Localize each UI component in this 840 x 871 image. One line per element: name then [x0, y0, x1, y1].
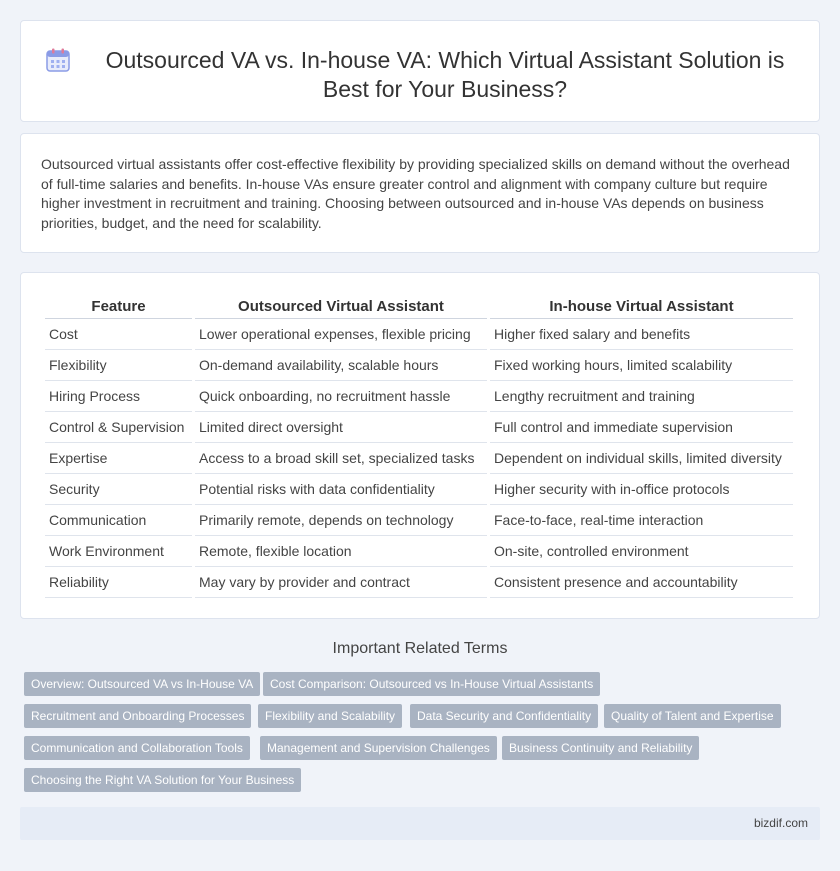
- page-title: Outsourced VA vs. In-house VA: Which Virtual Assistant Solution is Best for Your Business?: [105, 47, 785, 102]
- table-row: [45, 319, 793, 350]
- related-terms-heading: Important Related Terms: [332, 640, 508, 657]
- comparison-table: [42, 295, 796, 598]
- inhouse-cell: On-site, controlled environment: [490, 536, 793, 567]
- table-row: [45, 443, 793, 474]
- tag-recruitment[interactable]: Recruitment and Onboarding Processes: [24, 704, 251, 728]
- inhouse-cell: Dependent on individual skills, limited diversity: [490, 443, 793, 474]
- outsourced-cell: On-demand availability, scalable hours: [195, 350, 487, 381]
- header-outsourced: Outsourced Virtual Assistant: [195, 295, 487, 319]
- tag-management[interactable]: Management and Supervision Challenges: [260, 736, 497, 760]
- feature-cell: Reliability: [45, 567, 192, 598]
- title-card: [20, 20, 820, 122]
- tag-flexibility[interactable]: Flexibility and Scalability: [258, 704, 402, 728]
- outsourced-cell: Access to a broad skill set, specialized tasks: [195, 443, 487, 474]
- tag-data-security[interactable]: Data Security and Confidentiality: [410, 704, 598, 728]
- table-row: [45, 381, 793, 412]
- tag-cost-comparison[interactable]: Cost Comparison: Outsourced vs In-House Virtual Assistants: [263, 672, 600, 696]
- intro-card: [20, 133, 820, 253]
- inhouse-cell: Full control and immediate supervision: [490, 412, 793, 443]
- outsourced-cell: May vary by provider and contract: [195, 567, 487, 598]
- inhouse-cell: Lengthy recruitment and training: [490, 381, 793, 412]
- intro-paragraph: Outsourced virtual assistants offer cost-effective flexibility by providing specialized skills on demand without the overhead of full-time salaries and benefits. In-house VAs ensure greater control and alignment with company culture but require higher investment in recruitment and training. Choosing between outsourced and in-house VAs depends on business priorities, budget, and the need for scalability.: [41, 156, 790, 231]
- inhouse-cell: Face-to-face, real-time interaction: [490, 505, 793, 536]
- feature-cell: Communication: [45, 505, 192, 536]
- outsourced-cell: Potential risks with data confidentiality: [195, 474, 487, 505]
- feature-cell: Cost: [45, 319, 192, 350]
- feature-cell: Work Environment: [45, 536, 192, 567]
- feature-cell: Control & Supervision: [45, 412, 192, 443]
- outsourced-cell: Lower operational expenses, flexible pricing: [195, 319, 487, 350]
- tag-choosing[interactable]: Choosing the Right VA Solution for Your Business: [24, 768, 301, 792]
- footer: [20, 807, 820, 840]
- tag-continuity[interactable]: Business Continuity and Reliability: [502, 736, 699, 760]
- tag-overview[interactable]: Overview: Outsourced VA vs In-House VA: [24, 672, 260, 696]
- tag-quality-talent[interactable]: Quality of Talent and Expertise: [604, 704, 781, 728]
- feature-cell: Security: [45, 474, 192, 505]
- table-row: [45, 505, 793, 536]
- outsourced-cell: Remote, flexible location: [195, 536, 487, 567]
- comparison-table-card: [20, 272, 820, 619]
- outsourced-cell: Primarily remote, depends on technology: [195, 505, 487, 536]
- table-header-row: [45, 295, 793, 319]
- header-inhouse: In-house Virtual Assistant: [490, 295, 793, 319]
- table-row: [45, 567, 793, 598]
- table-row: [45, 474, 793, 505]
- outsourced-cell: Quick onboarding, no recruitment hassle: [195, 381, 487, 412]
- tag-communication[interactable]: Communication and Collaboration Tools: [24, 736, 250, 760]
- footer-site[interactable]: bizdif.com: [753, 816, 808, 830]
- feature-cell: Hiring Process: [45, 381, 192, 412]
- inhouse-cell: Fixed working hours, limited scalability: [490, 350, 793, 381]
- header-feature: Feature: [45, 295, 192, 319]
- calendar-icon: [45, 47, 71, 73]
- table-row: [45, 536, 793, 567]
- feature-cell: Flexibility: [45, 350, 192, 381]
- feature-cell: Expertise: [45, 443, 192, 474]
- inhouse-cell: Higher security with in-office protocols: [490, 474, 793, 505]
- inhouse-cell: Consistent presence and accountability: [490, 567, 793, 598]
- table-row: [45, 412, 793, 443]
- outsourced-cell: Limited direct oversight: [195, 412, 487, 443]
- table-row: [45, 350, 793, 381]
- inhouse-cell: Higher fixed salary and benefits: [490, 319, 793, 350]
